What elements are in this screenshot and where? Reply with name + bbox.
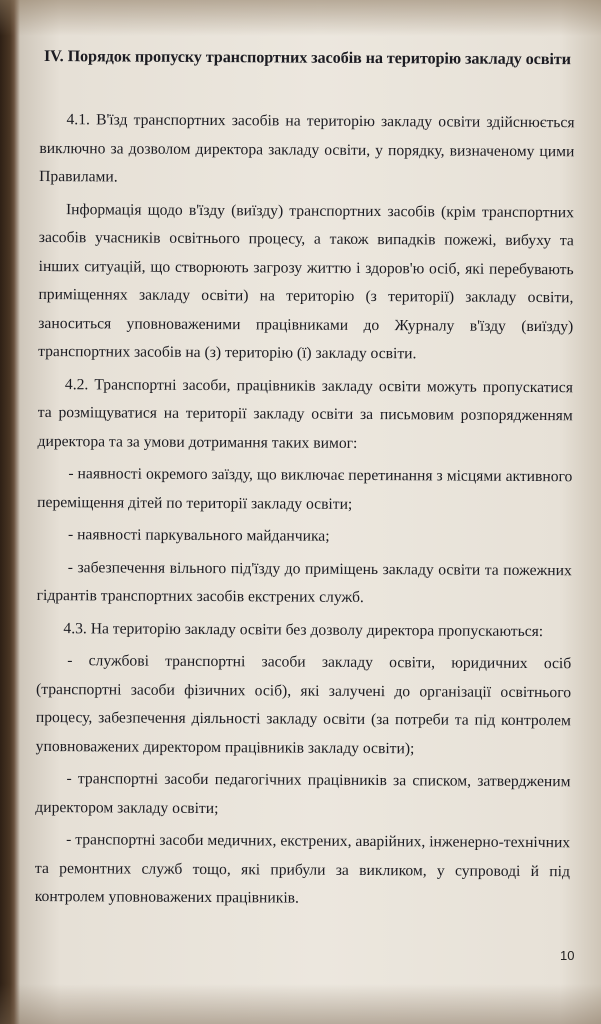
list-item-parking-lot: - наявності паркувального майданчика; xyxy=(67,526,330,545)
list-item-service-vehicles: - службові транспортні засоби закладу освіти, юридичних осіб (транспортні засоби фізичних осіб), які залучені до організації освітнього процесу, забезпечення діяльності закладу освіти (за потреби та під контролем уповноважених директором працівників закладу освіти); xyxy=(35,652,572,757)
document-page xyxy=(35,44,575,919)
page-number: 10 xyxy=(560,948,575,963)
section-heading: IV. Порядок пропуску транспортних засобів на територію закладу освіти xyxy=(43,47,571,69)
paragraph-4-1: 4.1. В'їзд транспортних засобів на територію закладу освіти здійснюється виключно за дозволом директора закладу освіти, у порядку, визначеному цими Правилами. xyxy=(39,111,575,186)
paragraph-4-3: 4.3. На територію закладу освіти без дозволу директора пропускаються: xyxy=(63,619,544,640)
list-item-teacher-vehicles: - транспортні засоби педагогічних працівників за списком, затвердженим директором закладу освіти; xyxy=(35,770,571,817)
list-item-emergency-vehicles: - транспортні засоби медичних, екстрених, аварійних, інженерно-технічних та ремонтних служб тощо, які прибули за викликом, у супроводі й під контролем уповноважених працівників. xyxy=(34,831,571,907)
paragraph-4-2: 4.2. Транспортні засоби, працівників закладу освіти можуть пропускатися та розміщуватися на території закладу освіти за письмовим розпорядженням директора та за умови дотримання таких вимог: xyxy=(37,375,573,452)
list-item-separate-entrance: - наявності окремого заїзду, що виключає перетинання з місцями активного переміщення дітей по території закладу освіти; xyxy=(37,465,573,513)
paragraph-entry-info: Інформація щодо в'їзду (виїзду) транспортних засобів (крім транспортних засобів учасників освітнього процесу, а також випадків пожежі, вибуху та інших ситуацій, що створюють загрозу життю і здоров'ю осіб, які перебувають приміщеннях закладу освіти) на територію (з території) закладу освіти, заноситься уповноваженими працівниками до Журналу в'їзду (виїзду) транспортних засобів на (з) територію (ї) закладу освіти. xyxy=(38,200,575,363)
list-item-free-access: - забезпечення вільного під'їзду до приміщень закладу освіти та пожежних гідрантів транспортних засобів екстрених служб. xyxy=(36,558,572,606)
